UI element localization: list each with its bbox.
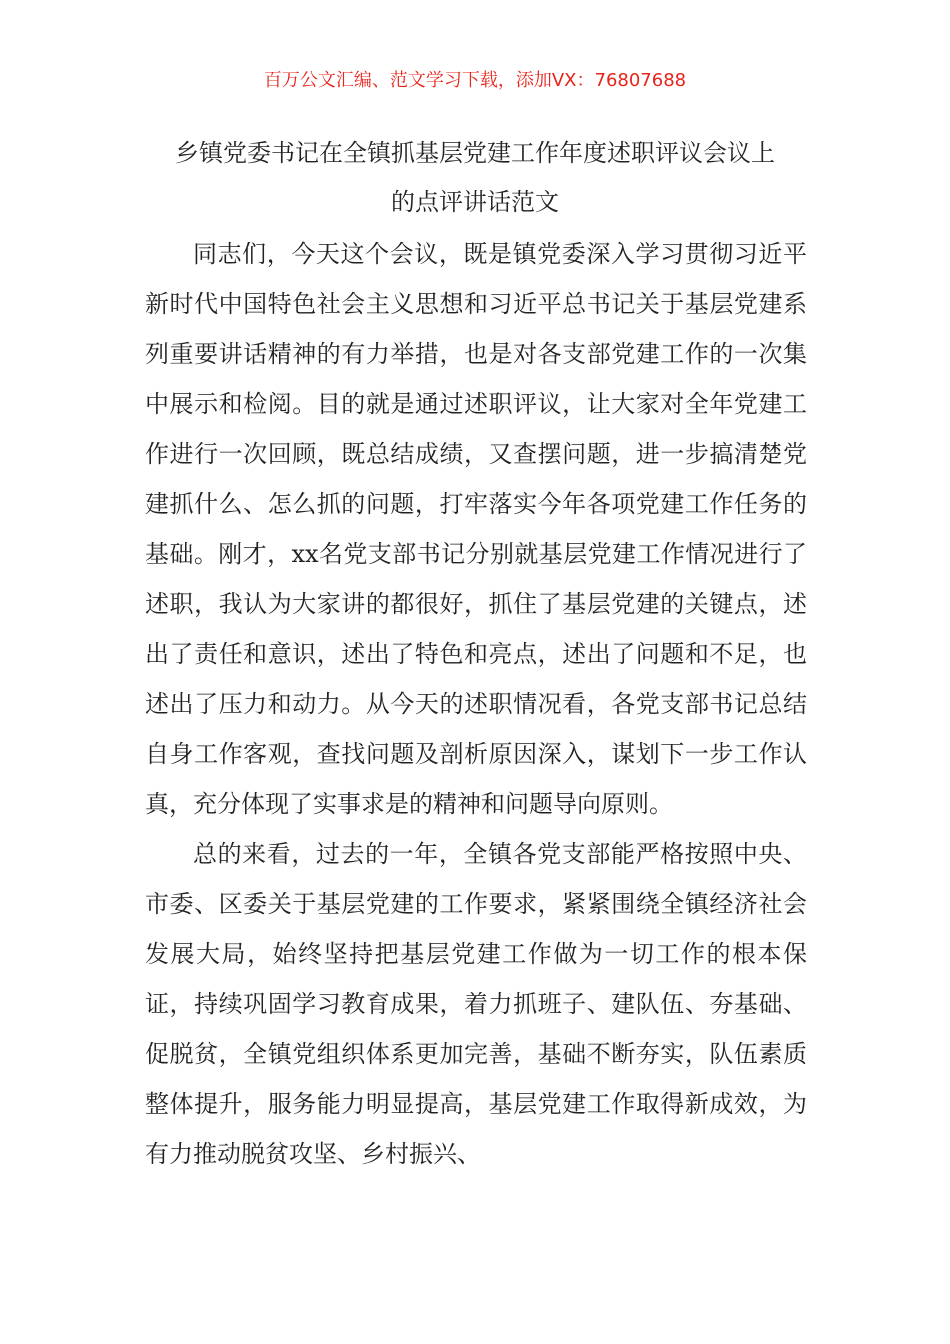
document-title [140, 129, 810, 227]
watermark-header: 百万公文汇编、范文学习下载，添加VX：76807688 [263, 70, 687, 91]
title-line-1: 乡镇党委书记在全镇抓基层党建工作年度述职评议会议上 [175, 139, 775, 167]
title-line-2: 的点评讲话范文 [391, 188, 559, 216]
paragraph-1: 同志们，今天这个会议，既是镇党委深入学习贯彻习近平新时代中国特色社会主义思想和习近平总书记关于基层党建系列重要讲话精神的有力举措，也是对各支部党建工作的一次集中展示和检阅。目的就是通过述职评议，让大家对全年党建工作进行一次回顾，既总结成绩，又查摆问题，进一步搞清楚党建抓什么、怎么抓的问题，打牢落实今年各项党建工作任务的基础。刚才，xx名党支部书记分别就基层党建工作情况进行了述职，我认为大家讲的都很好，抓住了基层党建的关键点，述出了责任和意识，述出了特色和亮点，述出了问题和不足，也述出了压力和动力。从今天的述职情况看，各党支部书记总结自身工作客观，查找问题及剖析原因深入，谋划下一步工作认真，充分体现了实事求是的精神和问题导向原则。 [145, 240, 807, 818]
document-body [145, 229, 807, 1179]
paragraph-2: 总的来看，过去的一年，全镇各党支部能严格按照中央、市委、区委关于基层党建的工作要求，紧紧围绕全镇经济社会发展大局，始终坚持把基层党建工作做为一切工作的根本保证，持续巩固学习教育成果，着力抓班子、建队伍、夯基础、促脱贫，全镇党组织体系更加完善，基础不断夯实，队伍素质整体提升，服务能力明显提高，基层党建工作取得新成效，为有力推动脱贫攻坚、乡村振兴、 [145, 840, 807, 1168]
